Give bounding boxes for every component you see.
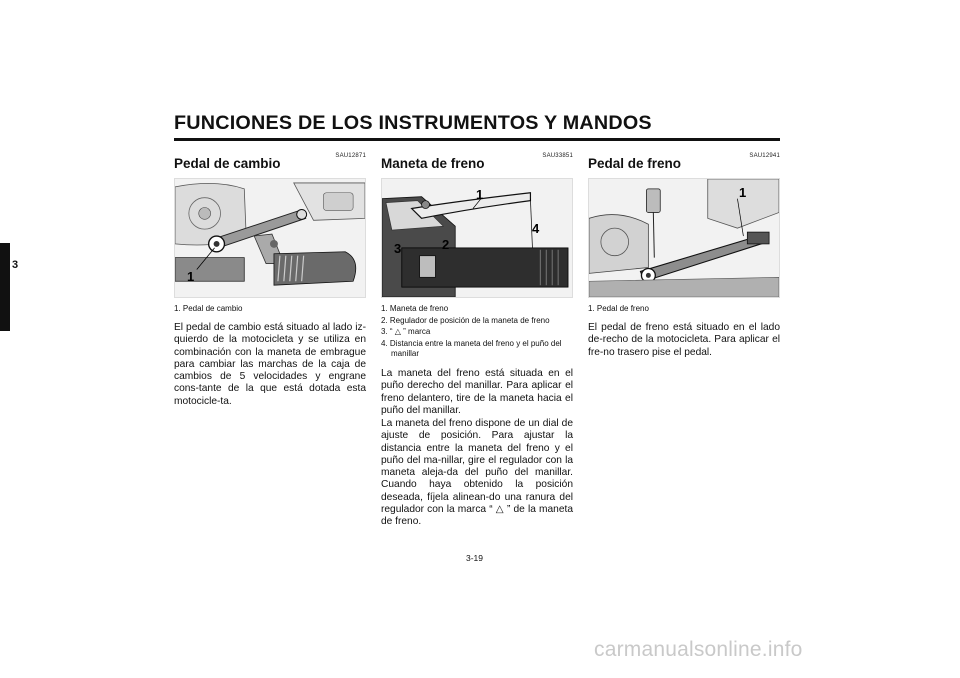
chapter-number: 3	[12, 259, 19, 271]
section-body: El pedal de cambio está situado al lado iz-quierdo de la motocicleta y se utiliza en combinación con la maneta de embrague para cambiar las marchas de la caja de cambios de 5 velocidades y engrane cons-tante de la que está dotada esta motocicle-ta.	[174, 322, 366, 407]
section-body: El pedal de freno está situado en el lado de-recho de la motocicleta. Para aplicar el fre-no trasero pise el pedal.	[588, 322, 780, 358]
section-code: SAU12871	[335, 153, 366, 159]
page-number: 3-19	[466, 553, 484, 563]
section-title: Pedal de freno	[588, 156, 682, 171]
caption-item: 1. Maneta de freno	[381, 304, 449, 313]
caption-item: 4. Distancia entre la maneta del freno y el puño del manillar	[381, 338, 562, 358]
callout-1: 1	[476, 187, 484, 202]
figure-captions	[174, 304, 366, 316]
section-title: Pedal de cambio	[174, 156, 281, 171]
header-rule	[174, 138, 780, 141]
chapter-tab	[0, 243, 10, 331]
callout-4: 4	[532, 221, 540, 236]
caption-item: 2. Regulador de posición de la maneta de freno	[381, 315, 550, 325]
shift-pedal-drawing	[175, 179, 365, 297]
section-title: Maneta de freno	[381, 156, 485, 171]
figure-captions	[381, 304, 573, 361]
section-code: SAU33851	[542, 153, 573, 159]
callout-1: 1	[187, 269, 195, 284]
section-body-2: La maneta del freno dispone de un dial de ajuste de posición. Para ajustar la distancia entre la maneta del freno y el puño del ma-nillar, gire el regulador con la maneta aleja-da del puño del manillar. Cuando haya obtenido la posición deseada, fíjela alinean-do una ranura del regulador con la marca “ △ ” de la maneta de freno.	[381, 418, 573, 528]
brake-pedal-drawing	[589, 179, 779, 297]
page-header-title: FUNCIONES DE LOS INSTRUMENTOS Y MANDOS	[174, 113, 652, 134]
brake-pedal-illustration	[588, 178, 780, 298]
caption-item: 1. Pedal de freno	[588, 304, 649, 313]
shift-pedal-illustration	[174, 178, 366, 298]
caption-item: 3. “ △ ” marca	[381, 327, 431, 336]
figure-captions	[588, 304, 780, 316]
section-code: SAU12941	[749, 153, 780, 159]
callout-1: 1	[739, 185, 747, 200]
watermark: carmanualsonline.info	[594, 638, 803, 661]
caption-item: 1. Pedal de cambio	[174, 304, 243, 313]
section-body: La maneta del freno está situada en el puño derecho del manillar. Para aplicar el freno delantero, tire de la maneta hacia el puño del manillar.	[381, 368, 573, 416]
callout-2: 2	[442, 237, 450, 252]
brake-lever-illustration	[381, 178, 573, 298]
callout-3: 3	[394, 241, 402, 256]
